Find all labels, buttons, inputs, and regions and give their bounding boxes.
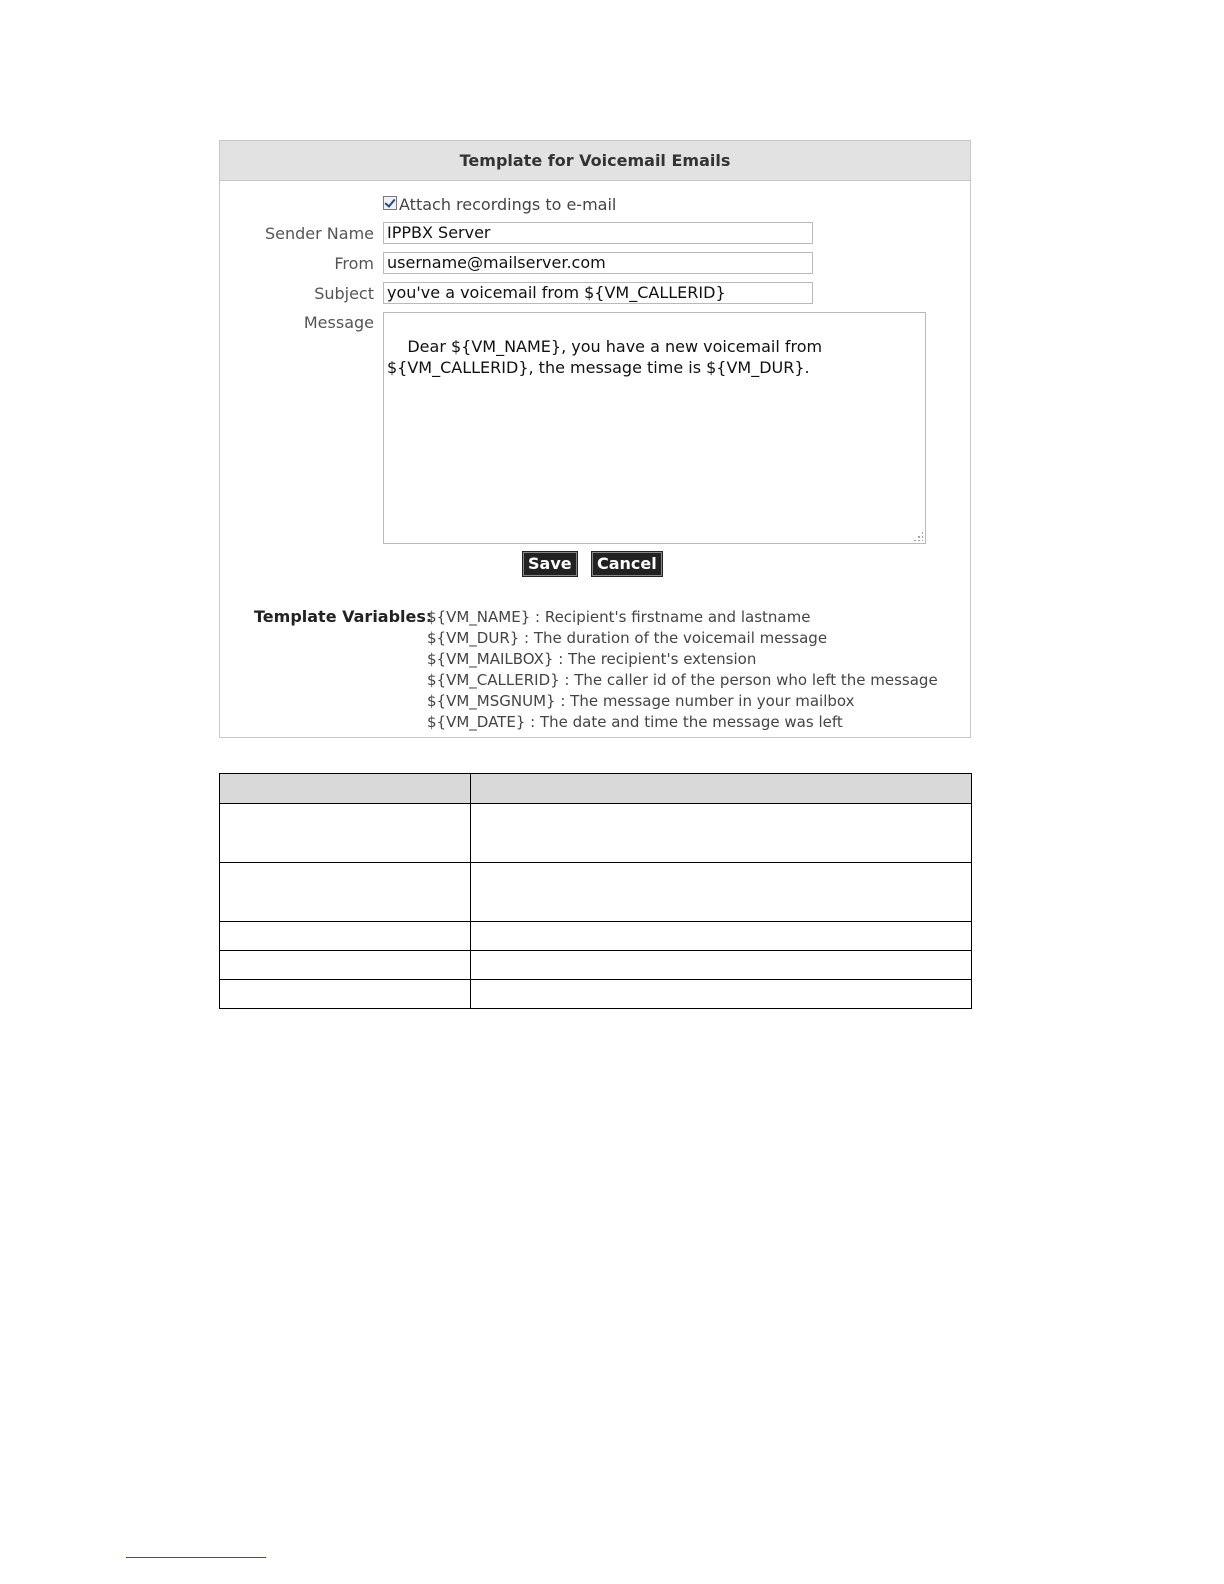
- table-cell: [471, 863, 972, 922]
- table-row: [220, 980, 972, 1009]
- message-textarea[interactable]: [383, 312, 926, 544]
- table-cell: [220, 863, 471, 922]
- table-header-cell: [220, 774, 471, 804]
- table-row: [220, 922, 972, 951]
- sender-name-input[interactable]: IPPBX Server: [383, 222, 813, 244]
- table-cell: [471, 951, 972, 980]
- table-cell: [220, 922, 471, 951]
- save-button[interactable]: Save: [523, 552, 577, 576]
- resize-grip-icon[interactable]: [913, 531, 923, 541]
- subject-input[interactable]: you've a voicemail from ${VM_CALLERID}: [383, 282, 813, 304]
- template-variables-title: Template Variables:: [254, 607, 433, 626]
- table-cell: [220, 804, 471, 863]
- footnote-divider: [126, 1557, 266, 1558]
- table-cell: [471, 980, 972, 1009]
- voicemail-template-panel: [219, 140, 971, 738]
- attach-recordings-checkbox[interactable]: [383, 196, 397, 210]
- panel-title: Template for Voicemail Emails: [220, 141, 970, 181]
- table-cell: [471, 804, 972, 863]
- template-variable-item: ${VM_MAILBOX} : The recipient's extension: [427, 650, 757, 668]
- attach-recordings-option[interactable]: [383, 195, 616, 214]
- description-table: [219, 773, 972, 1009]
- template-variable-item: ${VM_MSGNUM} : The message number in your mailbox: [427, 692, 855, 710]
- table-header-cell: [471, 774, 972, 804]
- message-label: Message: [303, 313, 374, 332]
- table-cell: [220, 980, 471, 1009]
- table-row: [220, 863, 972, 922]
- template-variable-item: ${VM_NAME} : Recipient's firstname and lastname: [427, 608, 811, 626]
- subject-label: Subject: [314, 284, 374, 303]
- table-cell: [220, 951, 471, 980]
- template-variable-item: ${VM_CALLERID} : The caller id of the person who left the message: [427, 671, 938, 689]
- from-input[interactable]: username@mailserver.com: [383, 252, 813, 274]
- sender-name-label: Sender Name: [264, 224, 374, 243]
- from-label: From: [334, 254, 374, 273]
- template-variable-item: ${VM_DUR} : The duration of the voicemail message: [427, 629, 828, 647]
- table-row: [220, 951, 972, 980]
- cancel-button[interactable]: Cancel: [592, 552, 662, 576]
- table-cell: [471, 922, 972, 951]
- template-variables-list: [427, 607, 938, 733]
- template-variable-item: ${VM_DATE} : The date and time the message was left: [427, 713, 843, 731]
- attach-recordings-label: Attach recordings to e-mail: [399, 195, 617, 214]
- message-text: Dear ${VM_NAME}, you have a new voicemail from ${VM_CALLERID}, the message time is ${VM_DUR}.: [387, 337, 823, 377]
- table-row: [220, 804, 972, 863]
- table-header-row: [220, 774, 972, 804]
